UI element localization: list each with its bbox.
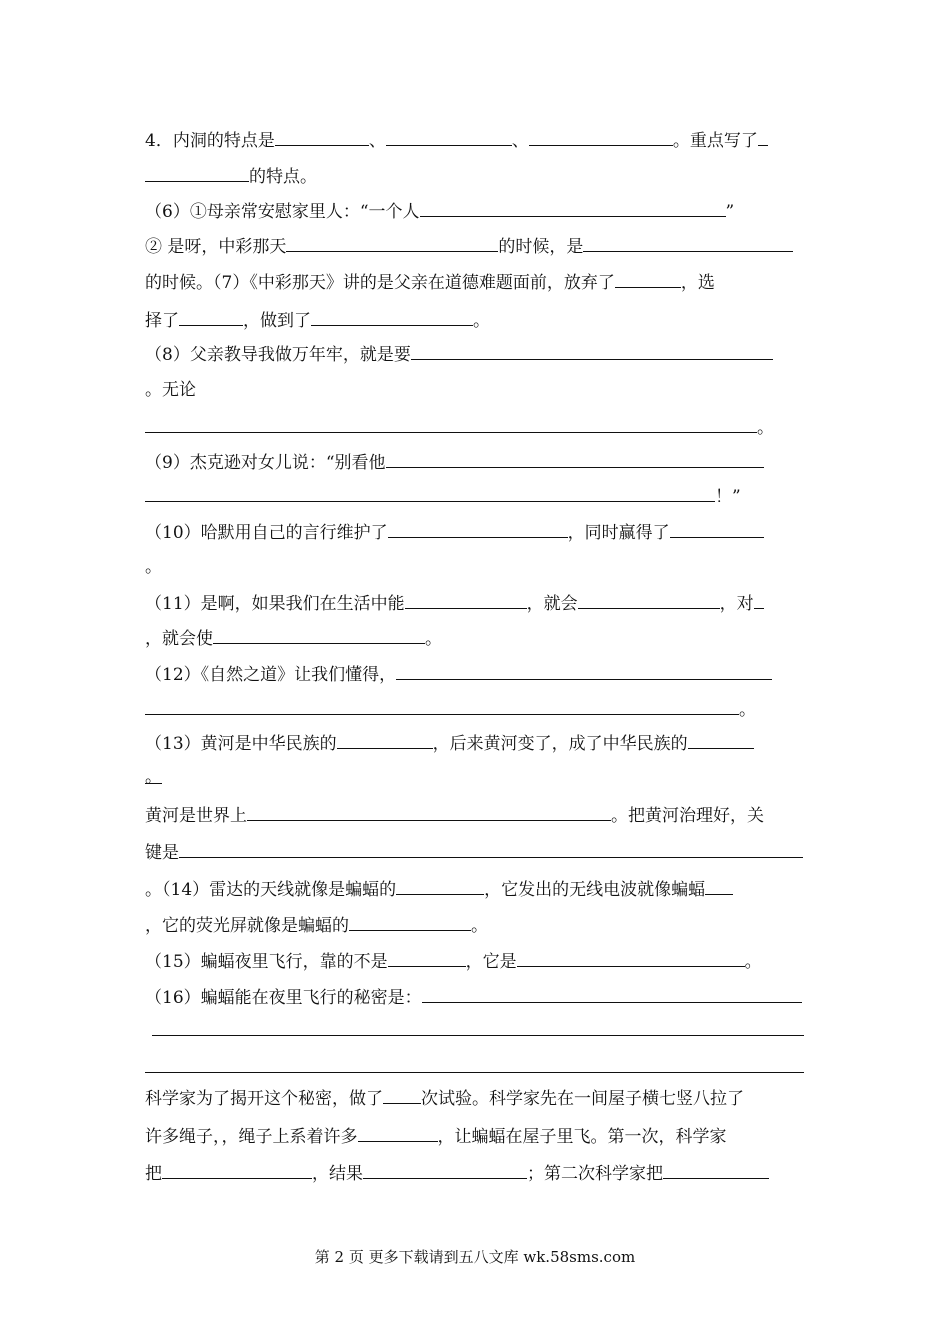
blank[interactable] — [754, 591, 764, 609]
q16-line-2: 科学家为了揭开这个秘密，做了 次试验。科学家先在一间屋子横七竖八拉了 — [145, 1086, 744, 1110]
blank[interactable] — [517, 949, 745, 967]
q6-line-3: 的时候。（7）《中彩那天》讲的是父亲在道德难题面前，放弃了 ，选 — [145, 270, 715, 294]
blank[interactable] — [247, 803, 611, 821]
q10-line-1: （10）哈默用自己的言行维护了 ，同时赢得了 — [145, 520, 764, 544]
q14-line-2: ，它的荧光屏就像是蝙蝠的 。 — [145, 913, 488, 937]
q8-line-2: 。无论 — [145, 380, 196, 400]
q12-line-1: （12）《自然之道》让我们懂得， — [145, 662, 772, 686]
blank[interactable] — [386, 128, 512, 146]
blank[interactable] — [179, 840, 803, 858]
q15-line: （15）蝙蝠夜里飞行，靠的不是 ，它是 。 — [145, 949, 762, 973]
blank[interactable] — [396, 877, 484, 895]
blank[interactable] — [422, 985, 802, 1003]
blank[interactable] — [578, 591, 720, 609]
q14-line-1: 。（14）雷达的天线就像是蝙蝠的 ，它发出的无线电波就像蝙蝠 — [145, 877, 733, 901]
blank[interactable] — [337, 731, 433, 749]
q6-line-1: （6）①母亲常安慰家里人：“一个人 ” — [145, 199, 734, 223]
q10-line-2: 。 — [145, 557, 162, 577]
q16-line-1: （16）蝙蝠能在夜里飞行的秘密是： — [145, 985, 802, 1009]
q8-line-3: 。 — [145, 415, 774, 439]
blank[interactable] — [420, 199, 726, 217]
q16-answer-rule[interactable] — [152, 1035, 804, 1036]
blank[interactable] — [179, 308, 243, 326]
blank[interactable] — [275, 128, 369, 146]
blank[interactable] — [758, 128, 768, 146]
blank[interactable] — [358, 1124, 438, 1142]
blank[interactable] — [349, 913, 471, 931]
blank[interactable] — [705, 877, 733, 895]
q12-line-2: 。 — [145, 697, 756, 721]
q13-line-3: 黄河是世界上 。把黄河治理好，关 — [145, 803, 764, 827]
blank[interactable] — [383, 1086, 421, 1104]
blank[interactable] — [386, 450, 764, 468]
q13-line-2: 。 — [145, 767, 162, 787]
q13-line-1: （13）黄河是中华民族的 ，后来黄河变了，成了中华民族的 — [145, 731, 754, 755]
q16-line-3: 许多绳子，，绳子上系着许多 ，让蝙蝠在屋子里飞。第一次，科学家 — [145, 1124, 727, 1148]
blank[interactable] — [286, 234, 498, 252]
q16-answer-rule[interactable] — [145, 1072, 804, 1073]
blank[interactable] — [145, 164, 249, 182]
q8-line-1: （8）父亲教导我做万年牢，就是要 — [145, 342, 773, 366]
blank[interactable] — [388, 949, 466, 967]
q6-line-2: ② 是呀，中彩那天 的时候，是 — [145, 234, 793, 258]
q11-line-1: （11）是啊，如果我们在生活中能 ，就会 ，对 — [145, 591, 764, 615]
q7-line: 择了 ，做到了 。 — [145, 308, 490, 332]
q4-line-1: 4．内洞的特点是 、 、 。重点写了 — [145, 128, 768, 152]
blank[interactable] — [396, 662, 772, 680]
blank[interactable] — [162, 1161, 312, 1179]
q9-line-1: （9）杰克逊对女儿说：“别看他 — [145, 450, 764, 474]
blank[interactable] — [363, 1161, 527, 1179]
q11-line-2: ，就会使 。 — [145, 626, 442, 650]
q13-line-4: 键是 — [145, 840, 803, 864]
blank[interactable] — [145, 415, 757, 433]
blank[interactable] — [529, 128, 673, 146]
blank[interactable] — [688, 731, 754, 749]
blank[interactable] — [411, 342, 773, 360]
blank[interactable] — [388, 520, 568, 538]
q16-line-4: 把 ，结果 ；第二次科学家把 — [145, 1161, 769, 1185]
blank[interactable] — [213, 626, 425, 644]
blank[interactable] — [145, 697, 739, 715]
q9-line-2: ！” — [145, 484, 741, 508]
blank[interactable] — [670, 520, 764, 538]
blank[interactable] — [583, 234, 793, 252]
blank[interactable] — [663, 1161, 769, 1179]
page-footer: 第 2 页 更多下载请到五八文库 wk.58sms.com — [314, 1248, 636, 1266]
blank[interactable] — [405, 591, 527, 609]
blank[interactable] — [615, 270, 681, 288]
q4-line-2: 的特点。 — [145, 164, 317, 188]
blank[interactable] — [145, 484, 715, 502]
blank[interactable] — [311, 308, 473, 326]
